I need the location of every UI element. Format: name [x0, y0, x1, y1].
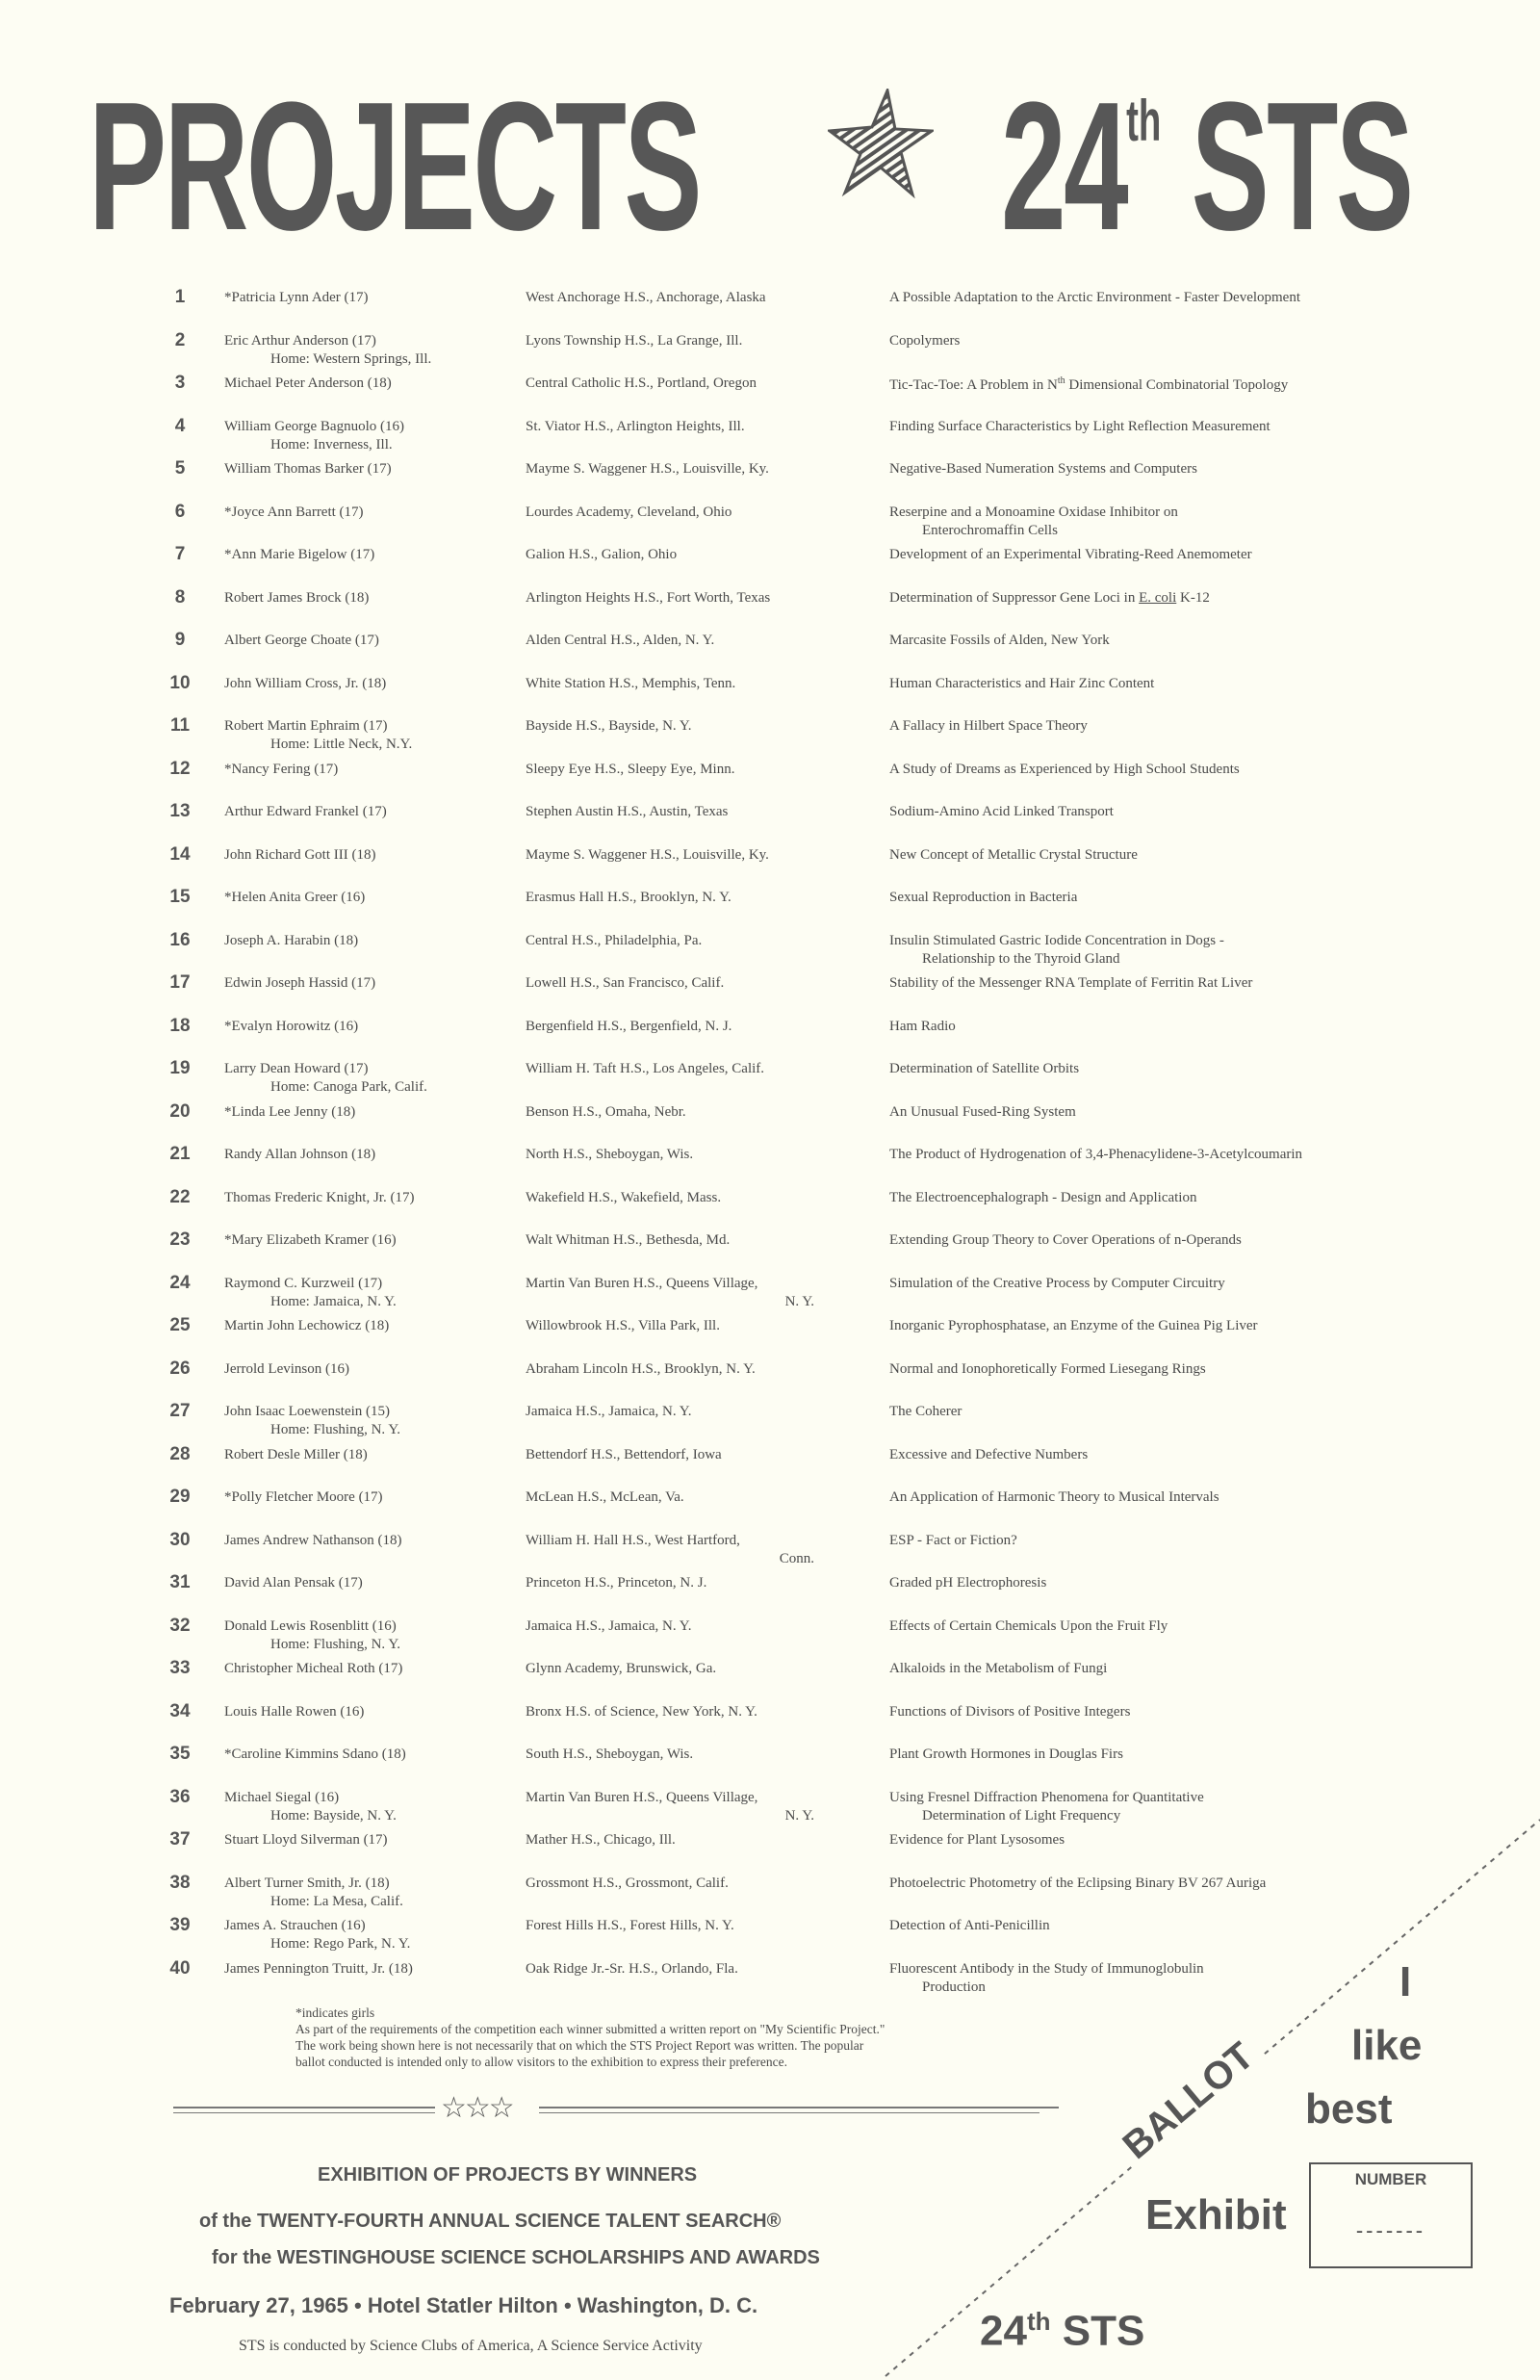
project-number: 39: [169, 1915, 191, 1935]
project-number: 12: [169, 758, 191, 779]
school-text: Forest Hills H.S., Forest Hills, N. Y.: [526, 1918, 734, 1933]
project-number: 15: [169, 887, 191, 907]
student-name-text: Randy Allan Johnson (18): [224, 1147, 376, 1162]
project-title-segment: Inorganic Pyrophosphatase, an Enzyme of the Guinea Pig Liver: [889, 1318, 1258, 1333]
student-name-text: James A. Strauchen (16): [224, 1918, 366, 1933]
student-name-text: Raymond C. Kurzweil (17): [224, 1275, 383, 1291]
school-text: Mayme S. Waggener H.S., Louisville, Ky.: [526, 461, 769, 477]
project-title-segment: A Fallacy in Hilbert Space Theory: [889, 718, 1088, 734]
student-home: Home: Canoga Park, Calif.: [270, 1079, 427, 1095]
school-text: Mather H.S., Chicago, Ill.: [526, 1832, 676, 1848]
project-title-segment: Stability of the Messenger RNA Template of Ferritin Rat Liver: [889, 975, 1253, 991]
school-text: Stephen Austin H.S., Austin, Texas: [526, 804, 729, 819]
school-line2: Conn.: [779, 1550, 814, 1566]
project-number: 30: [169, 1529, 191, 1550]
project-title-segment: The Product of Hydrogenation of 3,4-Phenacylidene-3-Acetylcoumarin: [889, 1147, 1303, 1162]
school-text: Oak Ridge Jr.-Sr. H.S., Orlando, Fla.: [526, 1960, 738, 1977]
student-home: Home: Little Neck, N.Y.: [270, 737, 413, 752]
student-name-text: *Nancy Fering (17): [224, 761, 339, 777]
project-number: 7: [174, 544, 186, 564]
student-name-text: Larry Dean Howard (17): [224, 1061, 369, 1076]
project-title-segment: Reserpine and a Monoamine Oxidase Inhibitor on: [889, 504, 1178, 520]
footnote-text-1: As part of the requirements of the competition each winner submitted a written report on "My Scientific Project.": [295, 2022, 886, 2036]
project-number: 17: [169, 972, 191, 993]
project-title-segment: E. coli: [1139, 589, 1177, 606]
student-home: Home: Flushing, N. Y.: [270, 1636, 401, 1652]
project-title-segment: Finding Surface Characteristics by Light Reflection Measurement: [889, 418, 1270, 434]
ballot-i: I: [1399, 1958, 1412, 2005]
project-title-segment: Excessive and Defective Numbers: [889, 1446, 1089, 1462]
project-title-segment: Dimensional Combinatorial Topology: [1065, 377, 1289, 393]
school-text: Jamaica H.S., Jamaica, N. Y.: [526, 1404, 692, 1419]
ballot-exhibit: Exhibit: [1145, 2191, 1287, 2238]
number-input-blank[interactable]: -------: [1355, 2218, 1426, 2242]
project-title-segment: Sodium-Amino Acid Linked Transport: [889, 804, 1114, 819]
title-projects: PROJECTS: [89, 65, 700, 269]
school-text: Arlington Heights H.S., Fort Worth, Texas: [526, 589, 771, 606]
project-number: 5: [174, 458, 186, 479]
school-text: Willowbrook H.S., Villa Park, Ill.: [526, 1318, 720, 1333]
school-text: Bettendorf H.S., Bettendorf, Iowa: [526, 1446, 722, 1462]
school-text: Jamaica H.S., Jamaica, N. Y.: [526, 1617, 692, 1634]
school-text: Bergenfield H.S., Bergenfield, N. J.: [526, 1018, 732, 1034]
project-title-segment: Simulation of the Creative Process by Computer Circuitry: [889, 1275, 1225, 1291]
project-title-segment: Using Fresnel Diffraction Phenomena for Quantitative: [889, 1789, 1204, 1805]
school-text: Bronx H.S. of Science, New York, N. Y.: [526, 1703, 757, 1720]
school-text: St. Viator H.S., Arlington Heights, Ill.: [526, 418, 745, 434]
divider-stars-icon: ☆☆☆: [441, 2092, 513, 2124]
student-name-text: William George Bagnuolo (16): [224, 418, 404, 434]
school-text: South H.S., Sheboygan, Wis.: [526, 1746, 694, 1762]
project-number: 9: [174, 630, 186, 650]
project-title-segment: Ham Radio: [889, 1018, 956, 1034]
school-text: Benson H.S., Omaha, Nebr.: [526, 1103, 686, 1120]
student-home: Home: La Mesa, Calif.: [270, 1893, 403, 1909]
school-text: Princeton H.S., Princeton, N. J.: [526, 1575, 707, 1591]
project-title-segment: Alkaloids in the Metabolism of Fungi: [889, 1661, 1108, 1676]
project-number: 16: [169, 929, 191, 950]
student-name-text: *Caroline Kimmins Sdano (18): [224, 1746, 406, 1762]
school-text: Martin Van Buren H.S., Queens Village,: [526, 1275, 758, 1291]
project-number: 20: [169, 1100, 191, 1122]
project-title-segment: ESP - Fact or Fiction?: [889, 1532, 1017, 1548]
project-title-line2: Enterochromaffin Cells: [922, 522, 1058, 538]
student-name-text: Thomas Frederic Knight, Jr. (17): [224, 1189, 415, 1205]
school-text: Alden Central H.S., Alden, N. Y.: [526, 633, 715, 648]
school-text: White Station H.S., Memphis, Tenn.: [526, 675, 736, 691]
title-sts: STS: [1191, 65, 1412, 269]
school-text: Martin Van Buren H.S., Queens Village,: [526, 1789, 758, 1805]
school-text: Central Catholic H.S., Portland, Oregon: [526, 375, 757, 391]
ballot-label: BALLOT: [1111, 2031, 1267, 2171]
student-name-text: *Helen Anita Greer (16): [224, 890, 366, 905]
project-number: 11: [169, 715, 191, 736]
student-home: Home: Western Springs, Ill.: [270, 350, 432, 367]
project-title-segment: Effects of Certain Chemicals Upon the Fruit Fly: [889, 1617, 1168, 1634]
project-number: 37: [169, 1829, 191, 1850]
project-title-segment: A Possible Adaptation to the Arctic Environment - Faster Development: [889, 290, 1301, 305]
project-number: 13: [169, 801, 191, 821]
ballot-like: like: [1351, 2022, 1423, 2069]
project-number: 18: [169, 1015, 191, 1036]
school-text: Lourdes Academy, Cleveland, Ohio: [526, 504, 732, 520]
project-number: 24: [169, 1272, 191, 1293]
project-title-segment: An Application of Harmonic Theory to Musical Intervals: [889, 1489, 1219, 1505]
student-name-text: John William Cross, Jr. (18): [224, 675, 387, 691]
student-name-text: James Andrew Nathanson (18): [224, 1532, 402, 1548]
project-title-segment: th: [1057, 375, 1065, 386]
student-name-text: Albert Turner Smith, Jr. (18): [224, 1875, 390, 1891]
event-date-location: February 27, 1965 • Hotel Statler Hilton • Washington, D. C.: [169, 2293, 758, 2317]
project-title-segment: Human Characteristics and Hair Zinc Content: [889, 675, 1155, 691]
student-name-text: *Patricia Lynn Ader (17): [224, 290, 369, 305]
project-number: 8: [174, 586, 186, 608]
project-number: 40: [169, 1957, 191, 1979]
ballot-best: best: [1305, 2085, 1393, 2133]
project-title-segment: The Coherer: [889, 1404, 962, 1419]
footer-sts-superscript: th: [1026, 2307, 1051, 2336]
student-name-text: William Thomas Barker (17): [224, 461, 392, 477]
school-text: Erasmus Hall H.S., Brooklyn, N. Y.: [526, 890, 732, 905]
project-number: 28: [169, 1443, 191, 1464]
student-name-text: Donald Lewis Rosenblitt (16): [224, 1617, 397, 1634]
project-number: 10: [169, 672, 191, 693]
footer-sts-text: STS: [1062, 2307, 1145, 2355]
school-text: Mayme S. Waggener H.S., Louisville, Ky.: [526, 846, 769, 863]
project-number: 3: [174, 373, 186, 393]
project-number: 23: [169, 1229, 191, 1250]
project-title-segment: Graded pH Electrophoresis: [889, 1575, 1047, 1591]
project-number: 6: [174, 501, 186, 522]
student-name-text: Joseph A. Harabin (18): [224, 932, 359, 948]
footer-sts-number: 24: [980, 2307, 1027, 2355]
project-title-segment: Functions of Divisors of Positive Integers: [889, 1703, 1131, 1720]
title-superscript: th: [1126, 89, 1162, 153]
project-title-segment: Normal and Ionophoretically Formed Liesegang Rings: [889, 1360, 1206, 1377]
student-home: Home: Inverness, Ill.: [270, 436, 393, 453]
student-name-text: *Evalyn Horowitz (16): [224, 1018, 359, 1034]
sts-title-line: of the TWENTY-FOURTH ANNUAL SCIENCE TALENT SEARCH®: [199, 2211, 782, 2232]
exhibit-number-box[interactable]: [1309, 2162, 1473, 2268]
project-title-segment: Extending Group Theory to Cover Operations of n-Operands: [889, 1232, 1242, 1248]
project-title-segment: Negative-Based Numeration Systems and Computers: [889, 461, 1197, 477]
student-name-text: Robert Martin Ephraim (17): [224, 718, 388, 734]
school-text: William H. Taft H.S., Los Angeles, Calif.: [526, 1061, 765, 1076]
student-home: Home: Jamaica, N. Y.: [270, 1293, 397, 1309]
project-title-segment: Detection of Anti-Penicillin: [889, 1918, 1050, 1933]
project-title-segment: Copolymers: [889, 332, 961, 349]
school-text: Wakefield H.S., Wakefield, Mass.: [526, 1189, 722, 1205]
project-title-segment: The Electroencephalograph - Design and Application: [889, 1189, 1197, 1205]
number-label: NUMBER: [1354, 2170, 1427, 2188]
school-text: Lowell H.S., San Francisco, Calif.: [526, 975, 725, 991]
school-text: West Anchorage H.S., Anchorage, Alaska: [526, 290, 766, 305]
student-home: Home: Rego Park, N. Y.: [270, 1936, 411, 1952]
student-name-text: David Alan Pensak (17): [224, 1575, 363, 1591]
project-title-segment: An Unusual Fused-Ring System: [889, 1103, 1076, 1120]
project-title-segment: Sexual Reproduction in Bacteria: [889, 890, 1078, 905]
project-number: 14: [169, 843, 191, 865]
project-title-line2: Production: [922, 1979, 986, 1995]
student-name-text: Michael Peter Anderson (18): [224, 375, 392, 391]
project-title-segment: Development of an Experimental Vibrating-Reed Anemometer: [889, 547, 1252, 562]
project-title-segment: Marcasite Fossils of Alden, New York: [889, 633, 1110, 648]
project-number: 1: [174, 287, 186, 307]
project-title-line2: Determination of Light Frequency: [922, 1807, 1121, 1824]
student-name-text: *Mary Elizabeth Kramer (16): [224, 1232, 397, 1248]
student-name-text: Christopher Micheal Roth (17): [224, 1661, 403, 1676]
student-name-text: Martin John Lechowicz (18): [224, 1318, 390, 1333]
school-text: Abraham Lincoln H.S., Brooklyn, N. Y.: [526, 1360, 756, 1377]
student-name-text: Louis Halle Rowen (16): [224, 1703, 365, 1720]
exhibition-heading: EXHIBITION OF PROJECTS BY WINNERS: [318, 2164, 698, 2186]
project-number: 31: [169, 1572, 191, 1592]
westinghouse-line: for the WESTINGHOUSE SCIENCE SCHOLARSHIPS AND AWARDS: [212, 2247, 820, 2268]
school-line2: N. Y.: [784, 1293, 814, 1309]
project-title-segment: Evidence for Plant Lysosomes: [889, 1832, 1065, 1848]
project-number: 34: [169, 1700, 191, 1721]
student-name-text: Robert James Brock (18): [224, 589, 370, 606]
project-number: 27: [169, 1401, 191, 1421]
school-text: Walt Whitman H.S., Bethesda, Md.: [526, 1232, 731, 1248]
footnote-text-2: The work being shown here is not necessarily that on which the STS Project Report was written. The popular: [295, 2038, 864, 2053]
student-name-text: Eric Arthur Anderson (17): [224, 332, 376, 349]
project-title-segment: Insulin Stimulated Gastric Iodide Concentration in Dogs -: [889, 932, 1224, 948]
student-name-text: *Linda Lee Jenny (18): [224, 1103, 356, 1120]
project-title-segment: A Study of Dreams as Experienced by High School Students: [889, 761, 1240, 777]
sts-conducted-by: STS is conducted by Science Clubs of America, A Science Service Activity: [239, 2338, 703, 2354]
project-number: 26: [169, 1358, 191, 1379]
footnote-text-3: ballot conducted is intended only to allow visitors to the exhibition to express their preference.: [295, 2055, 787, 2069]
student-name-text: Stuart Lloyd Silverman (17): [224, 1832, 388, 1848]
project-number: 2: [174, 329, 186, 350]
school-text: Glynn Academy, Brunswick, Ga.: [526, 1661, 717, 1676]
student-name-text: *Polly Fletcher Moore (17): [224, 1489, 383, 1505]
school-text: Bayside H.S., Bayside, N. Y.: [526, 718, 692, 734]
project-number: 38: [169, 1872, 191, 1893]
student-name-text: Robert Desle Miller (18): [224, 1446, 368, 1462]
student-name-text: Jerrold Levinson (16): [224, 1360, 349, 1377]
student-home: Home: Flushing, N. Y.: [270, 1422, 401, 1437]
student-name-text: *Ann Marie Bigelow (17): [224, 547, 375, 562]
school-text: McLean H.S., McLean, Va.: [526, 1489, 684, 1505]
project-title-segment: Plant Growth Hormones in Douglas Firs: [889, 1746, 1123, 1762]
project-number: 25: [169, 1315, 191, 1335]
project-title-line2: Relationship to the Thyroid Gland: [922, 950, 1120, 967]
project-number: 22: [169, 1186, 191, 1207]
student-home: Home: Bayside, N. Y.: [270, 1807, 397, 1824]
student-name-text: Edwin Joseph Hassid (17): [224, 975, 376, 991]
student-name-text: Michael Siegal (16): [224, 1789, 340, 1805]
school-text: North H.S., Sheboygan, Wis.: [526, 1147, 694, 1162]
project-title-segment: Tic-Tac-Toe: A Problem in N: [889, 377, 1058, 393]
project-number: 32: [169, 1615, 191, 1636]
project-number: 36: [169, 1786, 191, 1807]
school-text: Galion H.S., Galion, Ohio: [526, 547, 678, 562]
student-name-text: Arthur Edward Frankel (17): [224, 804, 387, 819]
project-number: 19: [169, 1058, 191, 1078]
project-title-segment: K-12: [1176, 589, 1210, 606]
project-title-segment: New Concept of Metallic Crystal Structure: [889, 846, 1138, 863]
student-name-text: *Joyce Ann Barrett (17): [224, 504, 364, 520]
title-number: 24: [1001, 65, 1127, 269]
project-number: 4: [174, 415, 186, 436]
school-text: Lyons Township H.S., La Grange, Ill.: [526, 332, 743, 349]
school-text: William H. Hall H.S., West Hartford,: [526, 1532, 740, 1548]
school-text: Central H.S., Philadelphia, Pa.: [526, 932, 703, 948]
footnote-girls: *indicates girls: [295, 2005, 375, 2020]
school-line2: N. Y.: [784, 1807, 814, 1824]
student-name-text: John Richard Gott III (18): [224, 846, 376, 863]
project-title-segment: Determination of Suppressor Gene Loci in: [889, 589, 1140, 606]
project-number: 33: [169, 1658, 191, 1678]
student-name-text: James Pennington Truitt, Jr. (18): [224, 1960, 413, 1977]
project-title-segment: Determination of Satellite Orbits: [889, 1061, 1080, 1076]
student-name-text: Albert George Choate (17): [224, 633, 379, 648]
project-number: 21: [169, 1144, 191, 1164]
project-title-segment: Photoelectric Photometry of the Eclipsing Binary BV 267 Auriga: [889, 1875, 1267, 1891]
school-text: Sleepy Eye H.S., Sleepy Eye, Minn.: [526, 761, 735, 777]
project-title-segment: Fluorescent Antibody in the Study of Immunoglobulin: [889, 1960, 1204, 1977]
project-number: 29: [169, 1487, 191, 1507]
school-text: Grossmont H.S., Grossmont, Calif.: [526, 1875, 729, 1891]
student-name-text: John Isaac Loewenstein (15): [224, 1404, 391, 1419]
project-number: 35: [169, 1744, 191, 1764]
